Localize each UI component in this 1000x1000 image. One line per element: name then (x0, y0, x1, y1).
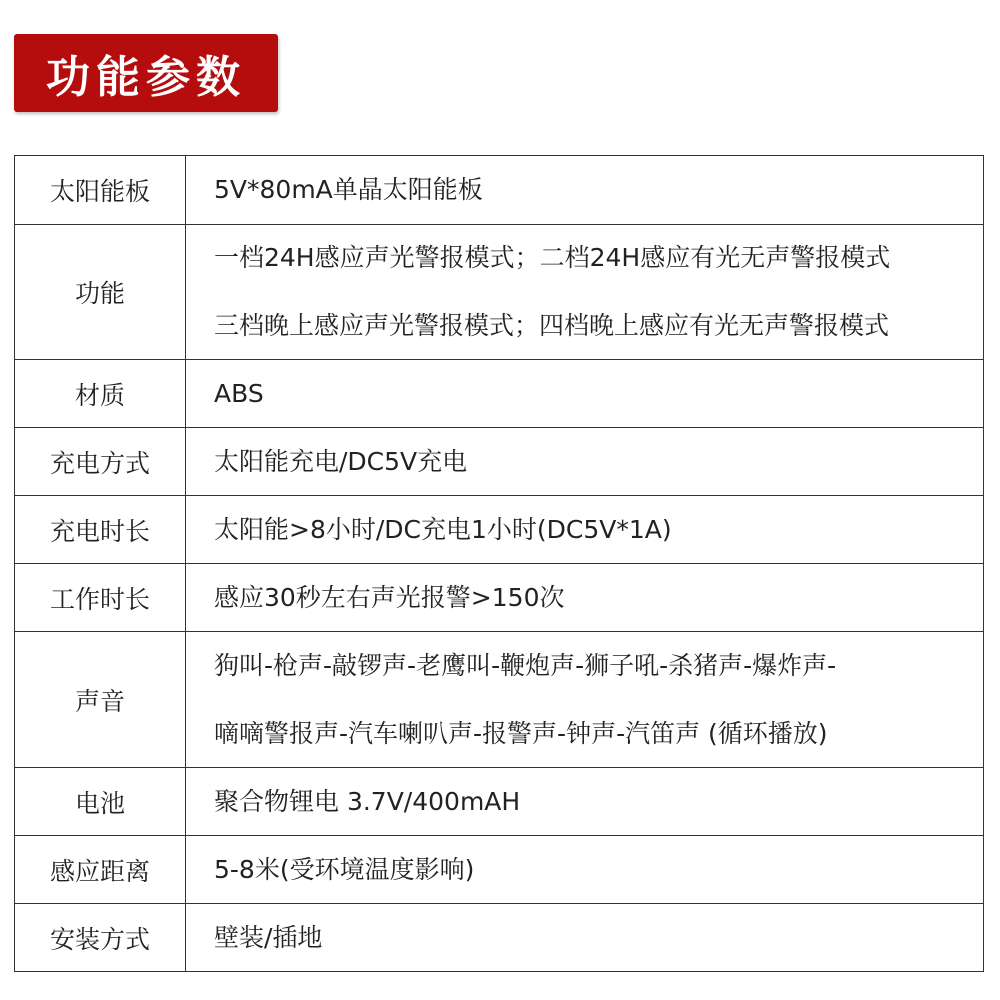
row-label-solar-panel: 太阳能板 (15, 156, 186, 225)
row-label-charging-method: 充电方式 (15, 428, 186, 496)
row-value-solar-panel (186, 156, 984, 225)
value-line: 三档晚上感应声光警报模式；四档晚上感应有光无声警报模式 (214, 311, 890, 340)
value-line: 太阳能>8小时/DC充电1小时(DC5V*1A) (214, 514, 672, 544)
row-label-installation: 安装方式 (15, 904, 186, 972)
table-row (15, 360, 984, 428)
value-line: 感应30秒左右声光报警>150次 (214, 582, 565, 612)
section-title-badge (14, 34, 278, 112)
row-value-working-time (186, 564, 984, 632)
table-row (15, 632, 984, 768)
table-row (15, 428, 984, 496)
spec-table (14, 155, 984, 972)
table-row (15, 496, 984, 564)
row-label-sensing-distance: 感应距离 (15, 836, 186, 904)
row-value-sensing-distance (186, 836, 984, 904)
row-value-battery (186, 768, 984, 836)
value-line: 壁装/插地 (214, 922, 323, 952)
table-row (15, 156, 984, 225)
value-line: 太阳能充电/DC5V充电 (214, 446, 468, 476)
row-value-material (186, 360, 984, 428)
value-line: 嘀嘀警报声-汽车喇叭声-报警声-钟声-汽笛声 (循环播放) (214, 718, 828, 748)
table-row (15, 768, 984, 836)
section-title: 功能参数 (46, 52, 246, 103)
table-row (15, 564, 984, 632)
row-label-battery: 电池 (15, 768, 186, 836)
row-value-charging-time (186, 496, 984, 564)
row-value-charging-method (186, 428, 984, 496)
value-line: 5V*80mA单晶太阳能板 (214, 175, 483, 204)
row-label-working-time: 工作时长 (15, 564, 186, 632)
value-line: 一档24H感应声光警报模式；二档24H感应有光无声警报模式 (214, 243, 891, 272)
table-row (15, 225, 984, 360)
row-label-sound: 声音 (15, 632, 186, 768)
table-row (15, 904, 984, 972)
table-row (15, 836, 984, 904)
row-value-function (186, 225, 984, 360)
value-line: 狗叫-枪声-敲锣声-老鹰叫-鞭炮声-狮子吼-杀猪声-爆炸声- (214, 650, 837, 680)
row-value-installation (186, 904, 984, 972)
value-line: ABS (214, 378, 264, 408)
row-label-function: 功能 (15, 225, 186, 360)
row-value-sound (186, 632, 984, 768)
row-label-material: 材质 (15, 360, 186, 428)
value-line: 5-8米(受环境温度影响) (214, 854, 475, 884)
value-line: 聚合物锂电 3.7V/400mAH (214, 786, 521, 816)
row-label-charging-time: 充电时长 (15, 496, 186, 564)
